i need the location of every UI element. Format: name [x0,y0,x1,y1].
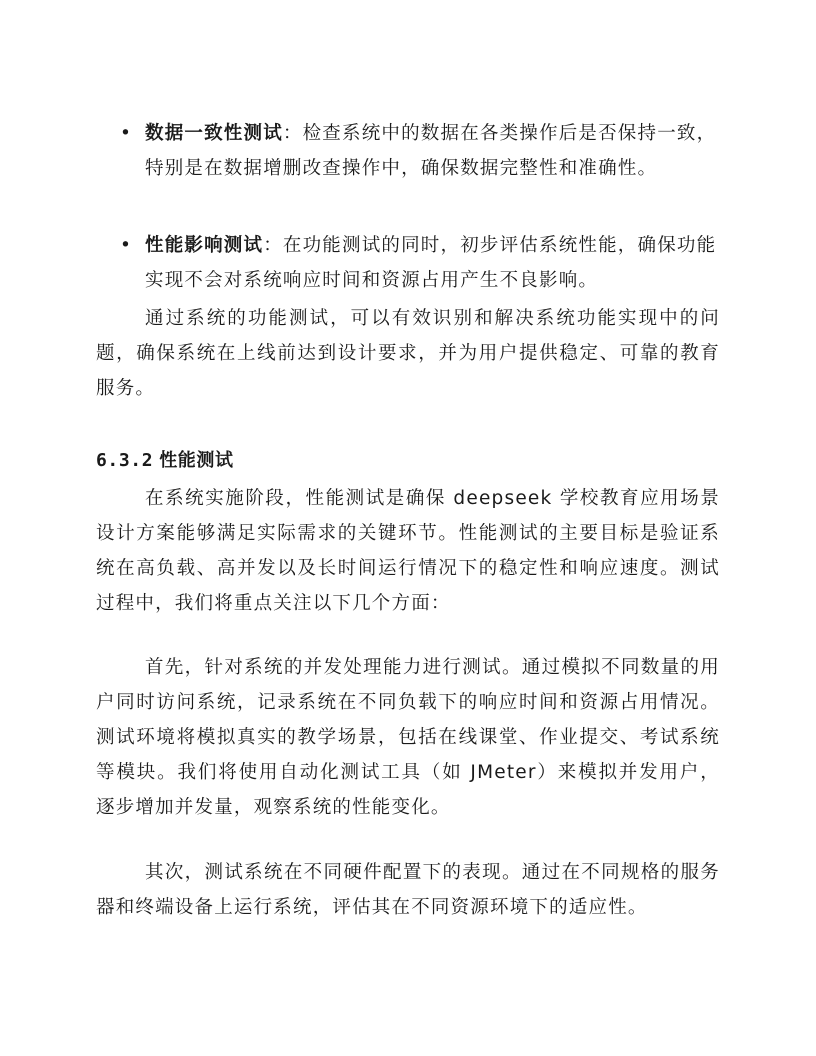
bullet-body [96,228,720,298]
section-heading [96,443,234,478]
bullet-dot-icon: • [119,235,133,256]
bullet-title: 性能影响测试 [145,235,264,256]
bullet-title: 数据一致性测试 [145,123,283,144]
bullet-separator: ： [263,235,283,256]
bullet-separator: ： [282,123,303,144]
paragraph-summary: 通过系统的功能测试，可以有效识别和解决系统功能实现中的问题，确保系统在上线前达到设计要求，并为用户提供稳定、可靠的教育服务。 [96,308,720,399]
bullet-item-data-consistency [96,116,720,186]
bullet-item-performance-impact [96,228,720,298]
paragraph-concurrency: 首先，针对系统的并发处理能力进行测试。通过模拟不同数量的用户同时访问系统，记录系统在不同负载下的响应时间和资源占用情况。测试环境将模拟真实的教学场景，包括在线课堂、作业提交、考试系统等模块。我们将使用自动化测试工具（如 JMeter）来模拟并发用户，逐步增加并发量，观察系统的性能变化。 [96,657,720,818]
paragraph-intro: 在系统实施阶段，性能测试是确保 deepseek 学校教育应用场景设计方案能够满足实际需求的关键环节。性能测试的主要目标是验证系统在高负载、高并发以及长时间运行情况下的稳定性和响应速度。测试过程中，我们将重点关注以下几个方面： [96,488,720,614]
bullet-dot-icon: • [119,123,133,144]
section-title: 性能测试 [159,450,234,471]
bullet-text: 检查系统中的数据在各类操作后是否保持一致，特别是在数据增删改查操作中，确保数据完整性和准确性。 [145,123,717,179]
bullet-body [96,116,720,186]
bullet-text: 在功能测试的同时，初步评估系统性能，确保功能实现不会对系统响应时间和资源占用产生不良影响。 [145,235,717,291]
section-number: 6.3.2 [96,450,154,471]
paragraph-hardware: 其次，测试系统在不同硬件配置下的表现。通过在不同规格的服务器和终端设备上运行系统，评估其在不同资源环境下的适应性。 [96,862,720,918]
